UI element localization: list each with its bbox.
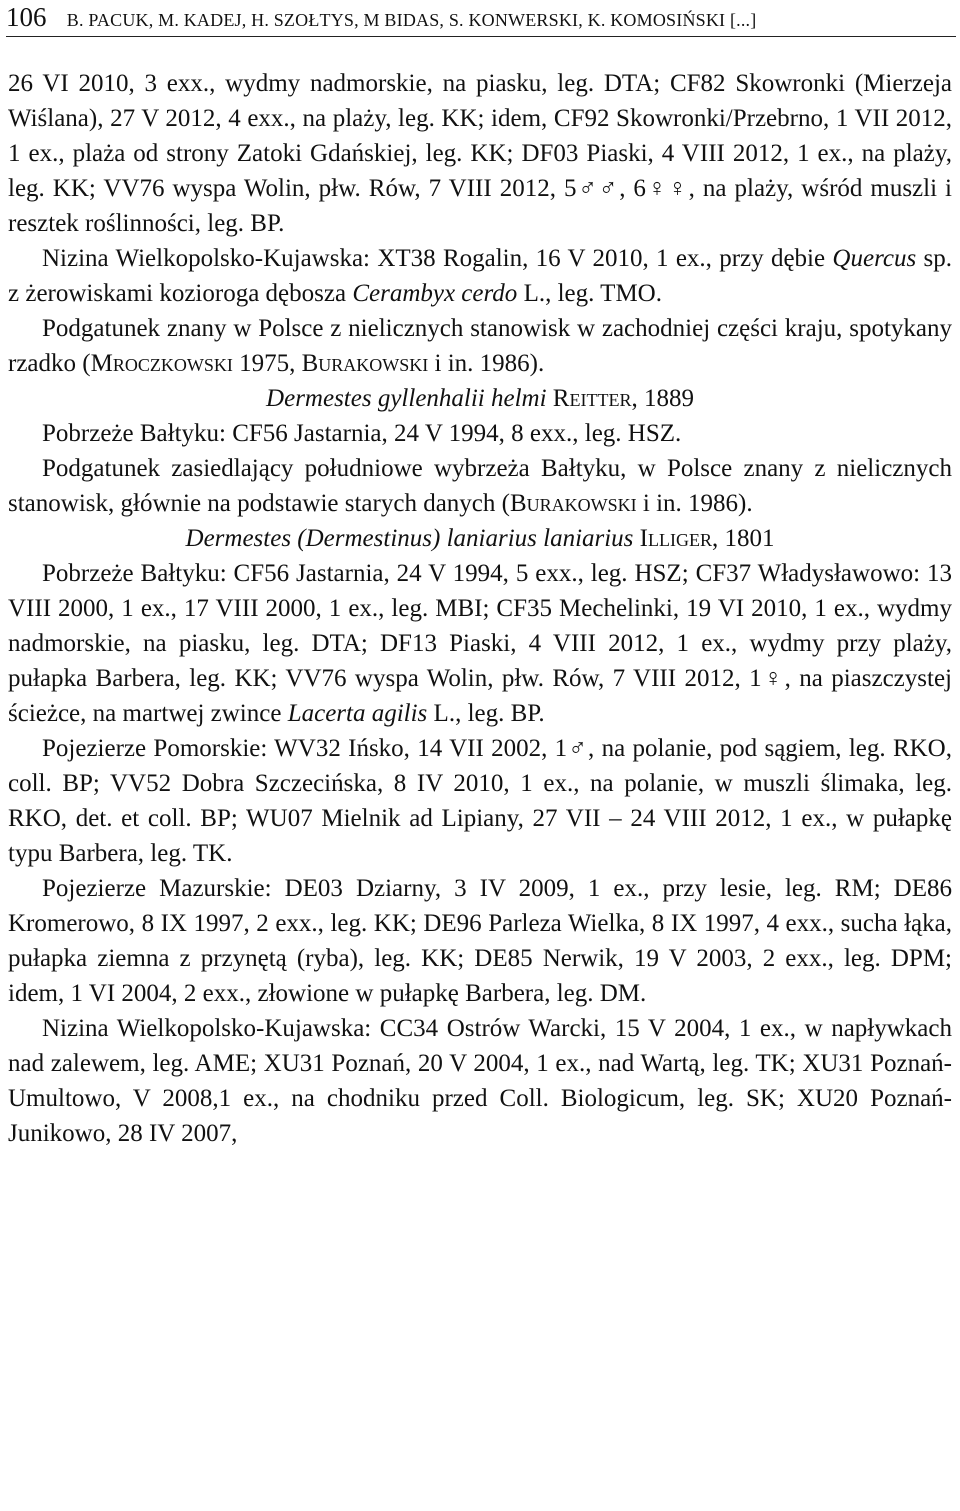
header-rule — [6, 36, 956, 37]
text-run: Pojezierze Mazurskie: DE03 Dziarny, 3 IV 2009, 1 ex., przy lesie, leg. RM; DE86 Kromerowo, 8 IX 1997, 2 exx., leg. KK; DE96 Parleza Wielka, 8 IX 1997, 4 exx., sucha łąka, pułapka ziemna z przynętą (ryba), leg. KK; DE85 Nerwik, 19 V 2003, 2 exx., leg. DPM; idem, 1 VI 2004, 2 exx., złowione w pułapkę Barbera, leg. DM. — [8, 875, 952, 1007]
text-run: 26 VI 2010, 3 exx., wydmy nadmorskie, na piasku, leg. DTA; CF82 Skowronki (Mierzeja Wiślana), 27 V 2012, 4 exx., na plaży, leg. KK; idem, CF92 Skowronki/Przebrno, 1 VII 2012, 1 ex., plaża od strony Zatoki Gdańskiej, leg. KK; DF03 Piaski, 4 VIII 2012, 1 ex., na plaży, leg. KK; VV76 wyspa Wolin, płw. Rów, 7 VIII 2012, 5♂♂, 6♀♀, na plaży, wśród muszli i resztek roślinności, leg. BP. — [8, 70, 952, 237]
paragraph-records-pomorskie — [8, 731, 952, 871]
taxon-italic: Lacerta agilis — [287, 700, 428, 727]
text-run: L., leg. TMO. — [517, 280, 662, 307]
text-run: Nizina Wielkopolsko-Kujawska: CC34 Ostrów Warcki, 15 V 2004, 1 ex., w napływkach nad zalewem, leg. AME; XU31 Poznań, 20 V 2004, 1 ex., nad Wartą, leg. TK; XU31 Poznań-Umultowo, V 2008,1 ex., na chodniku przed Coll. Biologicum, leg. SK; XU20 Poznań-Junikowo, 28 IV 2007, — [8, 1015, 952, 1147]
cited-author: Mroczkowski — [90, 350, 233, 377]
running-header — [6, 2, 954, 36]
cited-author: Burakowski — [509, 490, 637, 517]
taxon-year: , 1889 — [631, 385, 694, 412]
taxon-italic: Quercus — [832, 245, 917, 272]
paragraph-remarks — [8, 311, 952, 381]
taxon-year: , 1801 — [711, 525, 775, 552]
header-authors: B. PACUK, M. KADEJ, H. SZOŁTYS, M BIDAS, S. KONWERSKI, K. KOMOSIŃSKI [...] — [66, 10, 757, 30]
taxon-name: Dermestes (Dermestinus) laniarius laniarius — [185, 525, 634, 552]
text-run: i in. 1986). — [636, 490, 753, 517]
body-text — [8, 66, 952, 1151]
text-run: L., leg. BP. — [427, 700, 545, 727]
text-run: sp. z żerowiskami kozioroga dębosza — [8, 245, 952, 307]
paragraph-records-continued — [8, 66, 952, 241]
text-run: i in. 1986). — [428, 350, 545, 377]
text-run: Podgatunek zasiedlający południowe wybrzeża Bałtyku, w Polsce znany z nielicznych stanowisk, głównie na podstawie starych danych ( — [8, 455, 952, 517]
paragraph-records-baltic — [8, 416, 952, 451]
taxon-heading — [8, 381, 952, 416]
page-number: 106 — [6, 2, 47, 32]
taxon-name: Dermestes gyllenhalii helmi — [266, 385, 547, 412]
text-run: Pojezierze Pomorskie: WV32 Ińsko, 14 VII 2002, 1♂, na polanie, pod sągiem, leg. RKO, coll. BP; VV52 Dobra Szczecińska, 8 IV 2010, 1 ex., na polanie, w muszli ślimaka, leg. RKO, det. et coll. BP; WU07 Mielnik ad Lipiany, 27 VII – 24 VIII 2012, 1 ex., w pułapkę typu Barbera, leg. TK. — [8, 735, 952, 867]
text-run: 1975, — [232, 350, 302, 377]
taxon-author: Reitter — [552, 385, 632, 412]
cited-author: Burakowski — [301, 350, 429, 377]
paragraph-remarks — [8, 451, 952, 521]
paragraph-records-wielkopolska — [8, 241, 952, 311]
text-run: Pobrzeże Bałtyku: CF56 Jastarnia, 24 V 1994, 5 exx., leg. HSZ; CF37 Władysławowo: 13 VIII 2000, 1 ex., 17 VIII 2000, 1 ex., leg. MBI; CF35 Mechelinki, 19 VI 2010, 1 ex., wydmy nadmorskie, na piasku, leg. DTA; DF13 Piaski, 4 VIII 2012, 1 ex., wydmy przy plaży, pułapka Barbera, leg. KK; VV76 wyspa Wolin, płw. Rów, 7 VIII 2012, 1♀, na piaszczystej ścieżce, na martwej zwince — [8, 560, 952, 727]
taxon-italic: Cerambyx cerdo — [352, 280, 518, 307]
text-run: Nizina Wielkopolsko-Kujawska: XT38 Rogalin, 16 V 2010, 1 ex., przy dębie — [42, 245, 833, 272]
paragraph-records-mazurskie — [8, 871, 952, 1011]
text-run: Podgatunek znany w Polsce z nielicznych stanowisk w zachodniej części kraju, spotykany rzadko ( — [8, 315, 952, 377]
taxon-author: Illiger — [639, 525, 712, 552]
paragraph-records-wielkopolska — [8, 1011, 952, 1151]
text-run: Pobrzeże Bałtyku: CF56 Jastarnia, 24 V 1994, 8 exx., leg. HSZ. — [42, 420, 682, 447]
taxon-heading — [8, 521, 952, 556]
paragraph-records-baltic — [8, 556, 952, 731]
